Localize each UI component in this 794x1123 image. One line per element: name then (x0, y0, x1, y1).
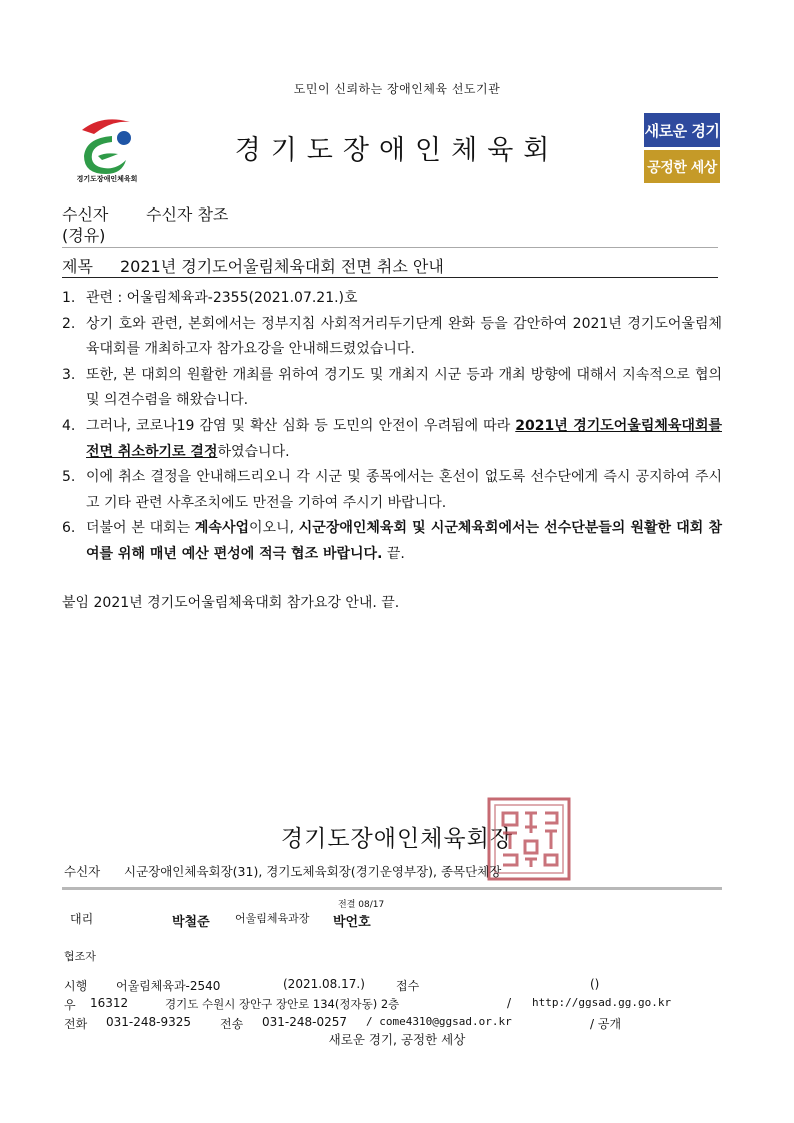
attachment-line: 붙임 2021년 경기도어울림체육대회 참가요강 안내. 끝. (62, 595, 400, 611)
website-link[interactable]: http://ggsad.gg.go.kr (532, 996, 672, 1009)
body-item-4: 4. 그러나, 코로나19 감염 및 확산 심화 등 도민의 안전이 우려됨에 따라 2021년 경기도어울림체육대회를 전면 취소하기로 결정하였습니다. (62, 417, 722, 460)
fax-label: 전송 (220, 1017, 244, 1031)
body-item-6: 6. 더불어 본 대회는 계속사업이오니, 시군장애인체육회 및 시군체육회에서는 선수단분들의 원활한 대회 참여를 위해 매년 예산 편성에 적극 협조 바랍니다. 끝. (62, 520, 722, 562)
body-item-5: 5. 이에 취소 결정을 안내해드리오니 각 시군 및 종목에서는 혼선이 없도록 선수단에게 즉시 공지하여 주시고 기타 관련 사후조치에도 만전을 기하여 주시기 바랍니다. (62, 469, 722, 511)
approval-date-note: 전결 08/17 (338, 900, 385, 910)
continuing-project-emphasis: 계속사업 (194, 520, 250, 537)
postal-label: 우 (64, 998, 76, 1012)
badge-line-1: 새로운 경기 (644, 113, 720, 147)
footer-recipients-label: 수신자 (64, 864, 101, 879)
organization-title: 경기도장애인체육회 (234, 135, 560, 166)
fax-number: 031-248-0257 (262, 1015, 348, 1029)
subject-value: 2021년 경기도어울림체육대회 전면 취소 안내 (120, 257, 444, 276)
sender-title: 경기도장애인체육회장 (280, 826, 514, 852)
phone-number: 031-248-9325 (106, 1015, 192, 1029)
disclosure-status: / 공개 (590, 1017, 622, 1031)
enforce-number: 어울림체육과-2540 (116, 979, 221, 993)
cancellation-decision-emphasis: 2021년 경기도어울림체육대회를 전면 취소하기로 결정 (86, 417, 722, 460)
via-label: (경유) (62, 226, 106, 245)
cooperator-label: 협조자 (64, 950, 96, 963)
body-item-1: 1. 관련 : 어울림체육과-2355(2021.07.21.)호 (62, 290, 358, 306)
enforce-date: (2021.08.17.) (283, 977, 365, 991)
proxy-label: 대리 (70, 912, 94, 926)
footer-divider (62, 887, 722, 890)
logo-caption: 경기도장애인체육회 (76, 175, 138, 183)
body-item-2: 2. 상기 호와 관련, 본회에서는 정부지침 사회적거리두기단계 완화 등을 감안하여 2021년 경기도어울림체육대회를 개최하고자 참가요강을 안내해드렸었습니다. (62, 315, 722, 358)
phone-label: 전화 (64, 1017, 88, 1031)
meta-divider (62, 247, 718, 248)
receive-paren: () (590, 977, 600, 991)
subject-divider (62, 277, 718, 278)
receive-label: 접수 (396, 979, 420, 993)
budget-request-emphasis: 시군장애인체육회 및 시군체육회에서는 선수단분들의 원활한 대회 참여를 위해 매년 예산 편성에 적극 협조 바랍니다. (86, 520, 722, 562)
dept-head-title: 어울림체육과장 (235, 912, 310, 925)
body-item-3: 3. 또한, 본 대회의 원활한 개최를 위하여 경기도 및 개최지 시군 등과 개최 방향에 대해서 지속적으로 협의 및 의견수렴을 해왔습니다. (62, 366, 722, 409)
recipient-value: 수신자 참조 (146, 205, 229, 224)
body-items (62, 286, 722, 568)
recipient-label: 수신자 (62, 205, 109, 224)
bottom-slogan: 새로운 경기, 공정한 세상 (328, 1032, 466, 1047)
slogan-badge (644, 113, 720, 183)
subject-label: 제목 (62, 257, 93, 276)
email-link[interactable]: / come4310@ggsad.or.kr (366, 1015, 512, 1028)
enforce-label: 시행 (64, 979, 88, 993)
address: 경기도 수원시 장안구 장안로 134(정자동) 2층 (165, 997, 400, 1011)
dept-head-signature: 박언호 (333, 915, 371, 930)
badge-line-2: 공정한 세상 (644, 150, 720, 183)
address-slash: / (507, 996, 512, 1010)
postal-code: 16312 (90, 996, 129, 1010)
proxy-signature: 박철준 (172, 915, 210, 930)
footer-recipients-value: 시군장애인체육회장(31), 경기도체육회장(경기운영부장), 종목단체장 (124, 864, 502, 879)
top-slogan: 도민이 신뢰하는 장애인체육 선도기관 (293, 82, 501, 96)
